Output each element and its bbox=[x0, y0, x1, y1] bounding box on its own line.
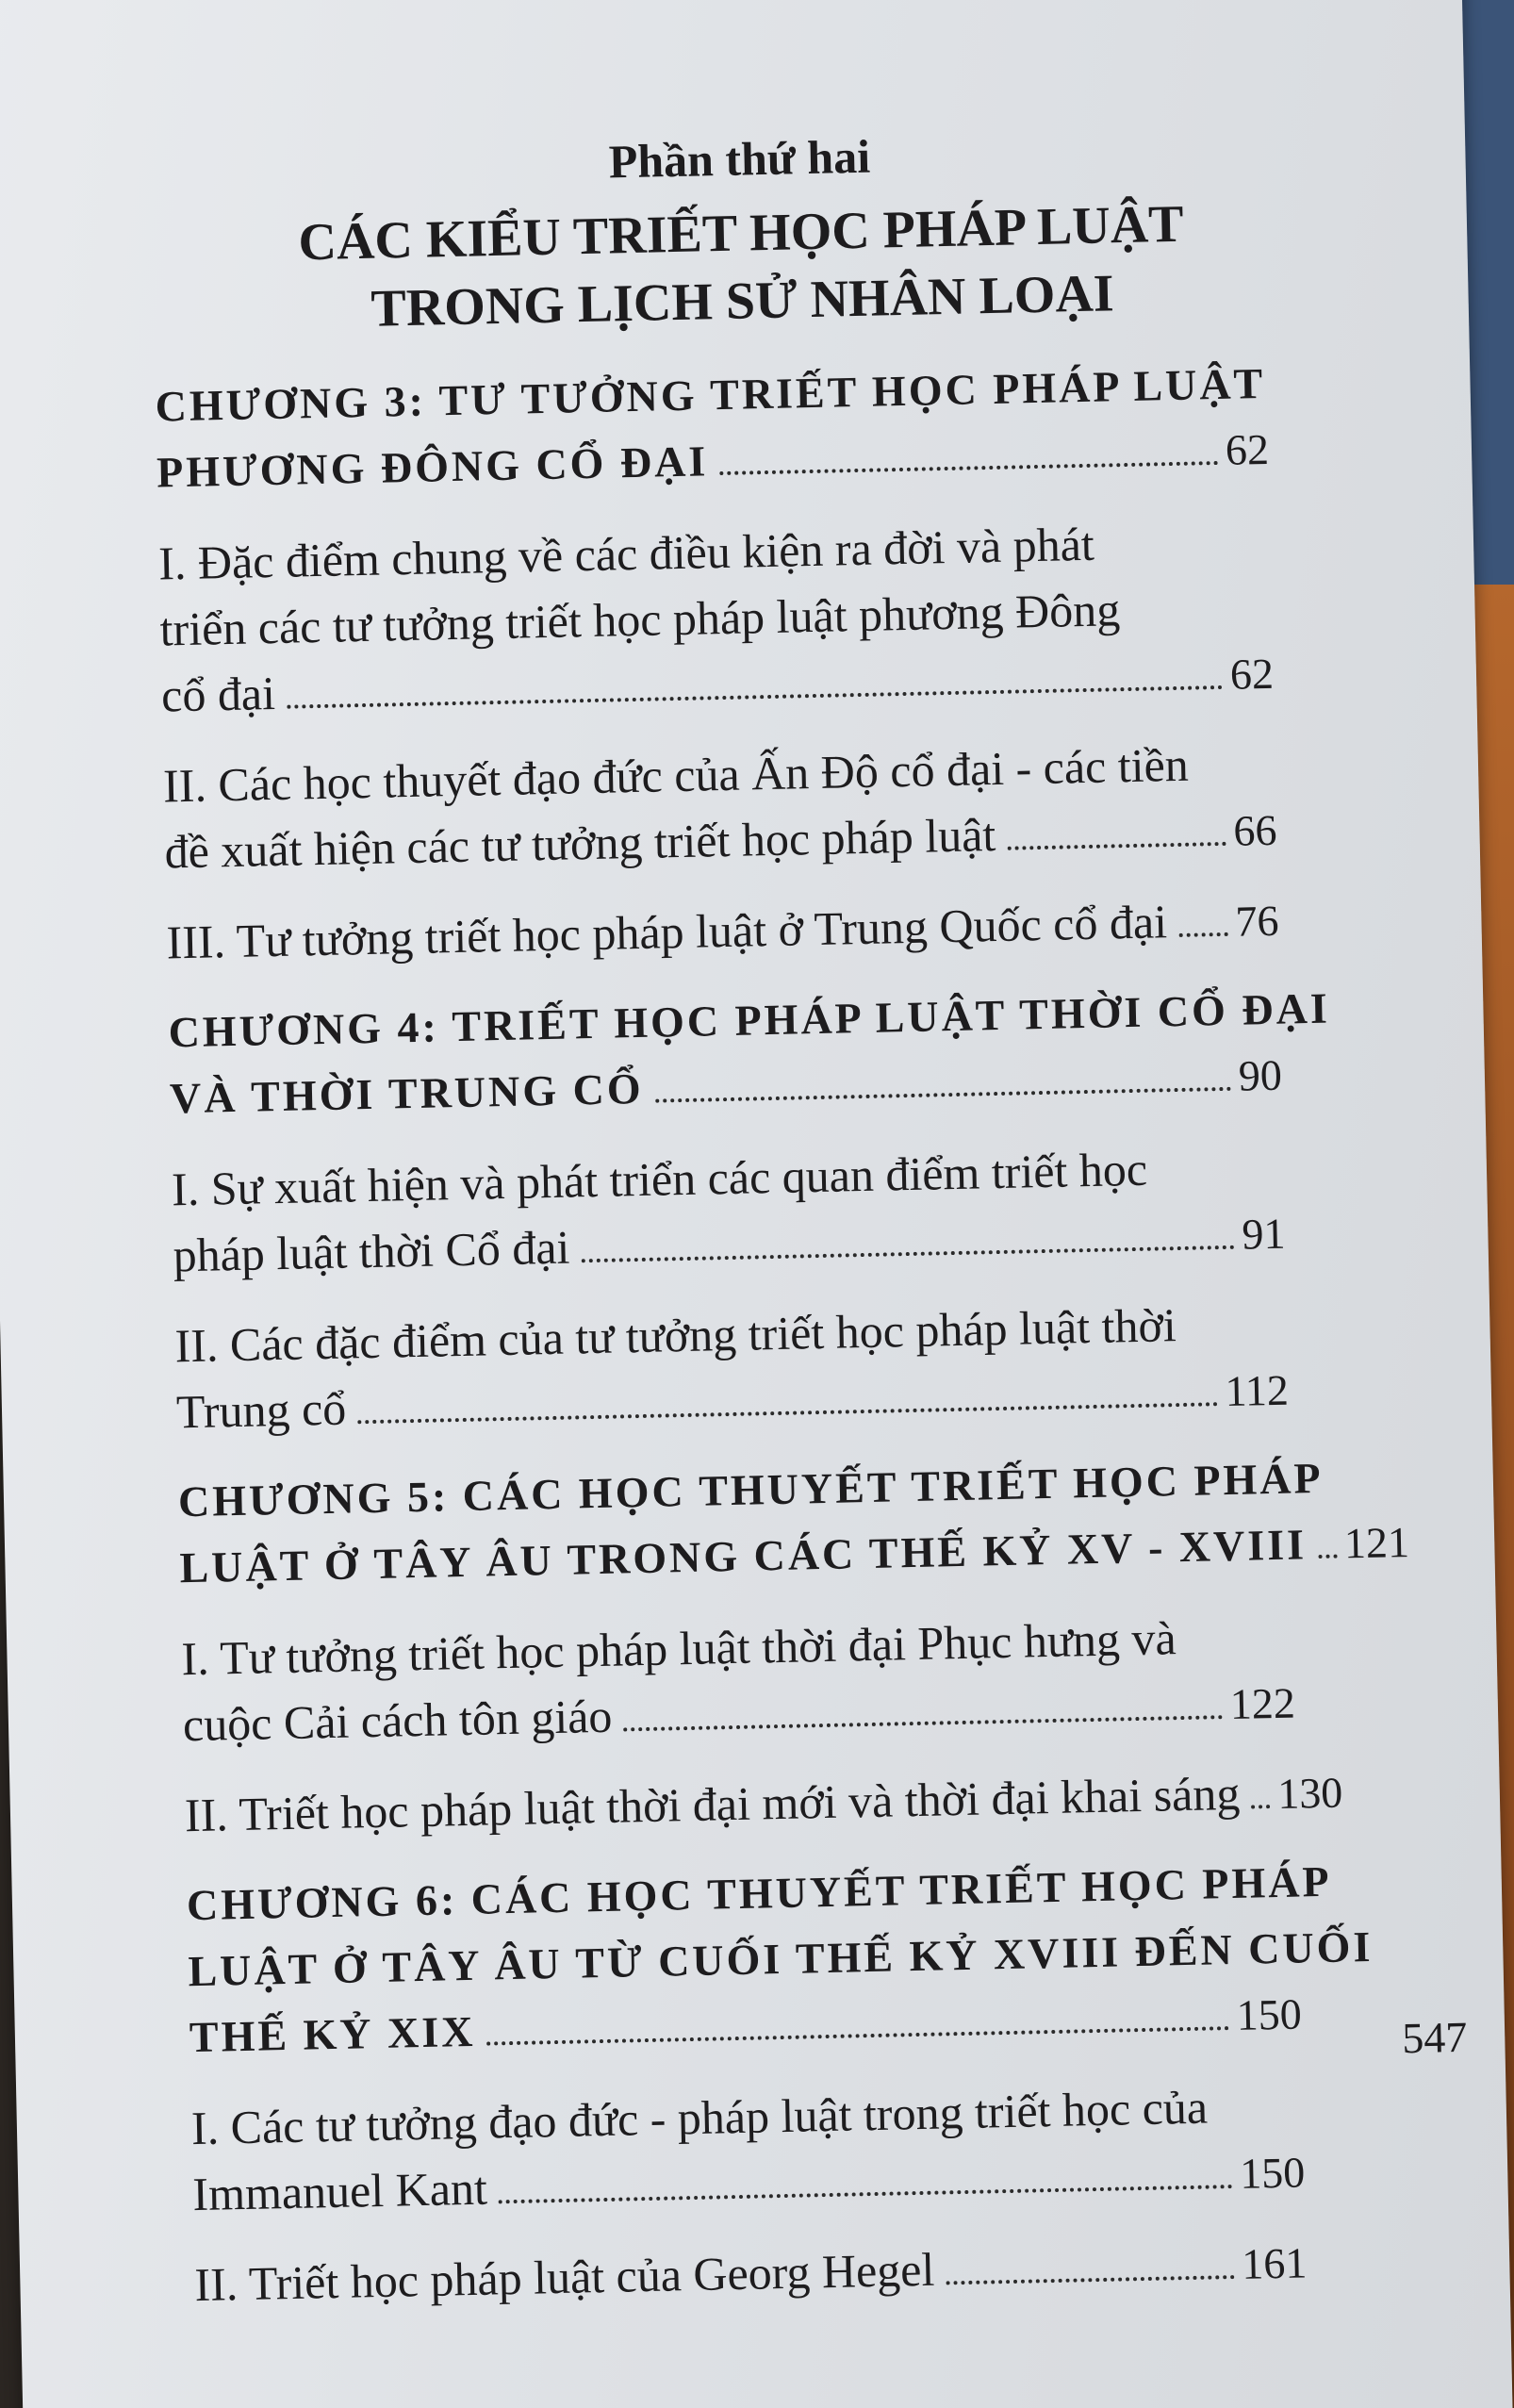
dot-leader bbox=[499, 2185, 1233, 2203]
toc-page-number: 90 bbox=[1238, 1050, 1283, 1100]
toc-page-number: 130 bbox=[1276, 1768, 1343, 1818]
toc-section-entry[interactable] bbox=[190, 2071, 1306, 2227]
dot-leader bbox=[655, 1087, 1231, 1103]
toc-entry-text: Immanuel Kant bbox=[191, 2161, 488, 2221]
toc-chapter-entry[interactable] bbox=[168, 977, 1331, 1132]
toc-section-entry[interactable] bbox=[171, 1133, 1286, 1289]
toc-entry-text: CHƯƠNG 5: CÁC HỌC THUYẾT TRIẾT HỌC PHÁP bbox=[177, 1453, 1325, 1526]
toc-entry-text: pháp luật thời Cổ đại bbox=[173, 1220, 570, 1282]
toc-entry-text: III. Tư tưởng triết học pháp luật ở Trung Quốc cổ đại bbox=[166, 895, 1168, 969]
dot-leader bbox=[487, 2026, 1229, 2045]
dot-leader bbox=[1251, 1805, 1270, 1808]
toc-section-entry[interactable] bbox=[181, 1603, 1296, 1758]
toc-entry-text: Trung cổ bbox=[175, 1381, 347, 1439]
dot-leader bbox=[582, 1245, 1235, 1263]
toc-entry-text: I. Các tư tưởng đạo đức - pháp luật trong triết học của bbox=[190, 2080, 1209, 2155]
toc-page-number: 62 bbox=[1229, 649, 1275, 699]
toc-entry-text: triển các tư tưởng triết học pháp luật phương Đông bbox=[159, 583, 1121, 656]
page-number: 547 bbox=[1401, 2012, 1468, 2063]
toc-page-number: 150 bbox=[1236, 1989, 1303, 2039]
toc-entry-text: LUẬT Ở TÂY ÂU TRONG CÁC THẾ KỶ XV - XVIII bbox=[179, 1520, 1308, 1592]
toc-entry-text: II. Các học thuyết đạo đức của Ấn Độ cổ đại - các tiền bbox=[162, 737, 1190, 813]
toc-chapter-entry[interactable] bbox=[155, 351, 1270, 506]
toc-entry-text: I. Đặc điểm chung về các điều kiện ra đời và phát bbox=[157, 517, 1095, 590]
part-title-line: CÁC KIỂU TRIẾT HỌC PHÁP LUẬT bbox=[297, 194, 1185, 272]
toc-page-number: 62 bbox=[1225, 424, 1270, 474]
page-content bbox=[150, 121, 1410, 2342]
toc-entry-text: LUẬT Ở TÂY ÂU TỪ CUỐI THẾ KỶ XVIII ĐẾN CUỐI bbox=[187, 1921, 1374, 1996]
toc-page-number: 112 bbox=[1225, 1365, 1290, 1416]
dot-leader bbox=[1318, 1555, 1337, 1559]
dot-leader bbox=[1007, 842, 1226, 850]
toc-entry-text: CHƯƠNG 6: CÁC HỌC THUYẾT TRIẾT HỌC PHÁP bbox=[186, 1856, 1333, 1930]
toc-section-entry[interactable] bbox=[162, 730, 1277, 885]
toc-entry-text: I. Sự xuất hiện và phát triển các quan điểm triết học bbox=[171, 1142, 1148, 1216]
part-title bbox=[217, 189, 1266, 346]
toc-page-number: 91 bbox=[1241, 1209, 1286, 1259]
toc-entry-text: CHƯƠNG 3: TƯ TƯỞNG TRIẾT HỌC PHÁP LUẬT bbox=[155, 358, 1266, 431]
table-of-contents bbox=[155, 351, 1410, 2342]
toc-page-number: 121 bbox=[1343, 1517, 1410, 1568]
dot-leader bbox=[946, 2275, 1235, 2284]
toc-chapter-entry[interactable] bbox=[186, 1850, 1374, 2071]
toc-entry-text: VÀ THỜI TRUNG CỔ bbox=[169, 1064, 645, 1123]
toc-entry-text: cuộc Cải cách tôn giáo bbox=[182, 1689, 613, 1752]
toc-entry-text: PHƯƠNG ĐÔNG CỔ ĐẠI bbox=[156, 437, 709, 497]
part-label: Phần thứ hai bbox=[608, 129, 871, 189]
toc-chapter-entry[interactable] bbox=[177, 1446, 1410, 1602]
dot-leader bbox=[719, 461, 1218, 475]
toc-entry-text: II. Triết học pháp luật thời đại mới và thời đại khai sáng bbox=[184, 1766, 1241, 1842]
toc-page-number: 66 bbox=[1232, 805, 1277, 855]
toc-entry-text: cổ đại bbox=[160, 666, 276, 722]
dot-leader bbox=[357, 1402, 1217, 1424]
part-title-line: TRONG LỊCH SỬ NHÂN LOẠI bbox=[370, 264, 1115, 338]
toc-entry-text: THẾ KỶ XIX bbox=[189, 2006, 476, 2062]
toc-page-number: 161 bbox=[1241, 2238, 1308, 2288]
toc-entry-text: CHƯƠNG 4: TRIẾT HỌC PHÁP LUẬT THỜI CỔ ĐẠI bbox=[168, 983, 1331, 1057]
toc-entry-text: II. Triết học pháp luật của Georg Hegel bbox=[193, 2242, 935, 2312]
toc-section-entry[interactable] bbox=[157, 507, 1274, 729]
toc-entry-text: đề xuất hiện các tư tưởng triết học pháp luật bbox=[164, 808, 996, 879]
toc-page-number: 76 bbox=[1234, 896, 1279, 946]
dot-leader bbox=[287, 685, 1223, 709]
dot-leader bbox=[624, 1715, 1224, 1731]
toc-section-entry[interactable] bbox=[174, 1290, 1290, 1445]
toc-entry-text: II. Các đặc điểm của tư tưởng triết học pháp luật thời bbox=[174, 1298, 1177, 1373]
toc-page-number: 150 bbox=[1239, 2148, 1306, 2198]
dot-leader bbox=[1178, 932, 1228, 937]
toc-entry-text: I. Tư tưởng triết học pháp luật thời đại Phục hưng và bbox=[180, 1611, 1177, 1686]
toc-page-number: 122 bbox=[1229, 1678, 1296, 1728]
